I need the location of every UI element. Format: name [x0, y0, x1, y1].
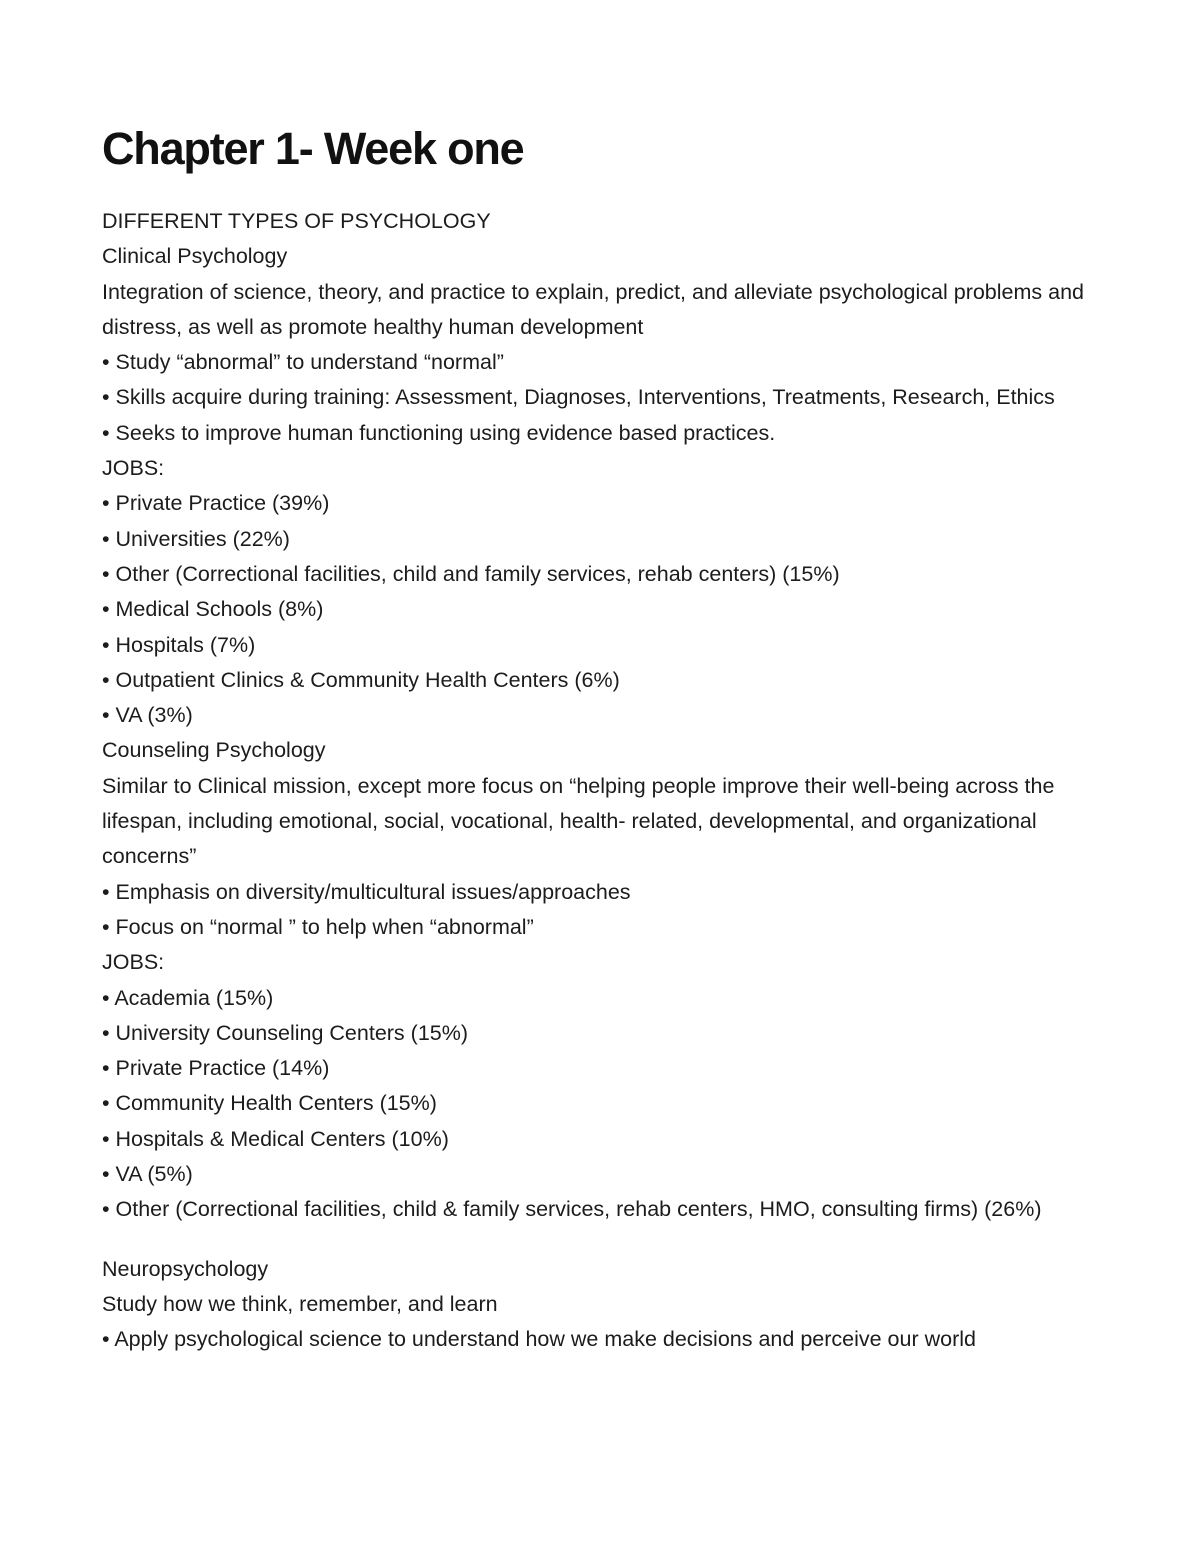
section-types-of-psychology [102, 204, 1112, 1228]
bullet-item: • Private Practice (14%) [102, 1056, 330, 1081]
bullet-item: • Outpatient Clinics & Community Health Centers (6%) [102, 667, 620, 692]
bullet-item: • Apply psychological science to understand how we make decisions and perceive our world [102, 1327, 976, 1352]
bullet-item: • Academia (15%) [102, 985, 274, 1010]
bullet-item: • VA (3%) [102, 703, 193, 728]
bullet-item: • Other (Correctional facilities, child & family services, rehab centers, HMO, consulting firms) (26%) [102, 1197, 1042, 1222]
jobs-label: JOBS: [102, 456, 165, 481]
bullet-item: • Medical Schools (8%) [102, 597, 324, 622]
document-page [102, 118, 1112, 1358]
bullet-item: • University Counseling Centers (15%) [102, 1020, 469, 1045]
section-heading: DIFFERENT TYPES OF PSYCHOLOGY [102, 209, 491, 233]
paragraph-clinical-definition: Integration of science, theory, and practice to explain, predict, and alleviate psychological problems and distress, as well as promote healthy human development [102, 279, 1085, 339]
page-title: Chapter 1- Week one [102, 123, 524, 174]
bullet-item: • Emphasis on diversity/multicultural issues/approaches [102, 879, 631, 904]
paragraph-counseling-definition: Similar to Clinical mission, except more focus on “helping people improve their well-being across the lifespan, including emotional, social, vocational, health- related, developmental, and organizational concerns” [102, 773, 1055, 869]
paragraph-neuropsychology-definition: Study how we think, remember, and learn [102, 1291, 498, 1316]
subsection-heading-counseling: Counseling Psychology [102, 738, 326, 763]
jobs-label: JOBS: [102, 950, 165, 975]
bullet-item: • VA (5%) [102, 1162, 193, 1187]
bullet-item: • Study “abnormal” to understand “normal” [102, 350, 504, 375]
bullet-item: • Focus on “normal ” to help when “abnormal” [102, 914, 534, 939]
bullet-item: • Seeks to improve human functioning using evidence based practices. [102, 420, 776, 445]
bullet-item: • Private Practice (39%) [102, 491, 330, 516]
paragraph-spacer [102, 1228, 1112, 1252]
bullet-item: • Skills acquire during training: Assessment, Diagnoses, Interventions, Treatments, Research, Ethics [102, 385, 1055, 410]
bullet-item: • Other (Correctional facilities, child and family services, rehab centers) (15%) [102, 561, 840, 586]
bullet-item: • Hospitals & Medical Centers (10%) [102, 1126, 449, 1151]
bullet-item: • Universities (22%) [102, 526, 290, 551]
subsection-heading-neuropsychology: Neuropsychology [102, 1256, 269, 1281]
bullet-item: • Community Health Centers (15%) [102, 1091, 437, 1116]
bullet-item: • Hospitals (7%) [102, 632, 256, 657]
subsection-heading-clinical: Clinical Psychology [102, 244, 288, 269]
section-neuropsychology [102, 1252, 1112, 1358]
